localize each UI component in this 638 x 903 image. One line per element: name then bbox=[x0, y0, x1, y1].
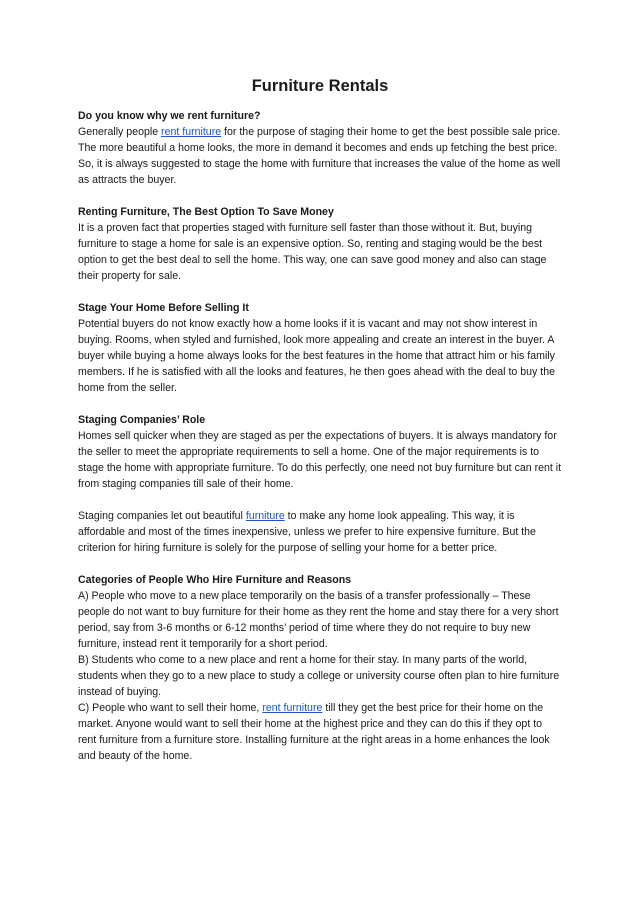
section-heading: Stage Your Home Before Selling It bbox=[78, 302, 249, 314]
furniture-link[interactable]: furniture bbox=[245, 510, 285, 522]
section-staging-companies bbox=[78, 412, 562, 556]
section-paragraph: It is a proven fact that properties staged with furniture sell faster than those without it. But, buying furniture to stage a home for sale is an expensive option. So, renting and staging would be the best option to get the best deal to sell the home. This way, one can save good money and also can stage their property for sale. bbox=[78, 222, 547, 282]
category-b-paragraph: B) Students who come to a new place and rent a home for their stay. In many parts of the world, students when they go to a new place to study a college or university course often plan to hire furniture instead of buying. bbox=[78, 654, 560, 698]
rent-furniture-link[interactable]: rent furniture bbox=[161, 126, 222, 138]
text-span: Generally people bbox=[78, 126, 162, 138]
section-heading: Staging Companies’ Role bbox=[78, 414, 206, 426]
text-span: to make any home look appealing. This way, it is affordable and most of the times inexpensive, unless we prefer to hire expensive furniture. But the criterion for hiring furniture is solely for the purpose of selling your home for a better price. bbox=[78, 510, 536, 554]
section-why-rent bbox=[78, 108, 562, 188]
section-paragraph bbox=[78, 508, 562, 556]
section-heading: Categories of People Who Hire Furniture and Reasons bbox=[78, 574, 352, 586]
section-paragraph: Potential buyers do not know exactly how a home looks if it is vacant and may not show interest in buying. Rooms, when styled and furnished, look more appealing and create an interest in the buyer. A buyer while buying a home always looks for the best features in the home that attract him or his family members. If he is satisfied with all the looks and features, he then goes ahead with the deal to buy the home from the seller. bbox=[78, 318, 556, 394]
section-heading: Do you know why we rent furniture? bbox=[78, 110, 261, 122]
section-heading: Renting Furniture, The Best Option To Save Money bbox=[78, 206, 334, 218]
text-span: C) People who want to sell their home, bbox=[78, 702, 263, 714]
category-c-paragraph bbox=[78, 700, 562, 764]
text-span: Staging companies let out beautiful bbox=[78, 510, 246, 522]
section-renting-option bbox=[78, 204, 562, 284]
rent-furniture-link[interactable]: rent furniture bbox=[262, 702, 323, 714]
section-paragraph bbox=[78, 124, 562, 188]
section-stage-home bbox=[78, 300, 562, 396]
text-span: for the purpose of staging their home to get the best possible sale price. The more beautiful a home looks, the more in demand it becomes and ends up fetching the best price. So, it is always suggested to stage the home with furniture that increases the value of the home as well as attracts the buyer. bbox=[78, 126, 561, 186]
section-paragraph: Homes sell quicker when they are staged as per the expectations of buyers. It is always mandatory for the seller to meet the appropriate requirements to sell a home. One of the major requirements is to stage the home with appropriate furniture. To do this perfectly, one need not buy furniture but can rent it from staging companies till sale of their home. bbox=[78, 430, 562, 490]
document-title: Furniture Rentals bbox=[251, 77, 389, 95]
document-page bbox=[78, 76, 562, 780]
section-categories bbox=[78, 572, 562, 764]
category-a-paragraph: A) People who move to a new place temporarily on the basis of a transfer professionally – These people do not want to buy furniture for their home as they rent the home and stay there for a very short period, say from 3-6 months or 6-12 months’ period of time where they do not require to buy new furniture, instead rent it temporarily for a short period. bbox=[78, 590, 559, 650]
text-span: till they get the best price for their home on the market. Anyone would want to sell their home at the highest price and they can do this if they opt to rent furniture from a furniture store. Installing furniture at the right areas in a home enhances the look and beauty of the home. bbox=[78, 702, 550, 762]
